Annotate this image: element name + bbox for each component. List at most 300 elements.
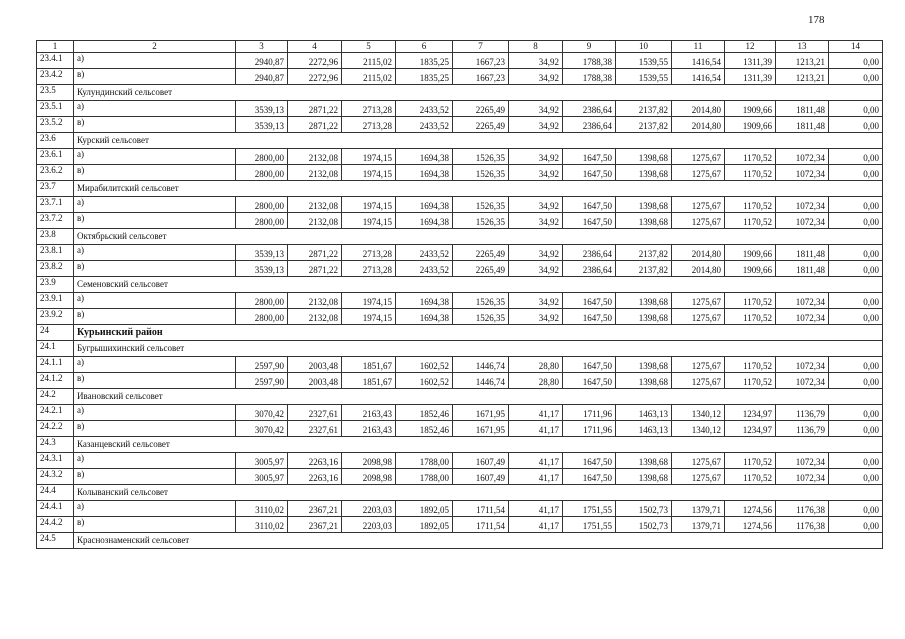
- section-code: 24.1: [37, 341, 74, 357]
- value-cell: 2433,52: [396, 117, 453, 133]
- value-cell: 1711,54: [453, 517, 509, 533]
- value-cell: 1647,50: [563, 213, 616, 229]
- value-cell: 2272,96: [288, 69, 342, 85]
- section-code: 23.5: [37, 85, 74, 101]
- value-cell: 1788,38: [563, 53, 616, 69]
- value-cell: 1602,52: [396, 373, 453, 389]
- section-title: Октябрьский сельсовет: [74, 229, 883, 245]
- section-title: Краснознаменский сельсовет: [74, 533, 883, 549]
- section-row: [37, 437, 883, 453]
- value-cell: 1851,67: [342, 373, 396, 389]
- value-cell: 0,00: [829, 245, 883, 261]
- value-cell: 2137,82: [616, 261, 672, 277]
- value-cell: 2272,96: [288, 53, 342, 69]
- value-cell: 2163,43: [342, 405, 396, 421]
- value-cell: 1526,35: [453, 213, 509, 229]
- value-cell: 1974,15: [342, 197, 396, 213]
- section-row: [37, 389, 883, 405]
- value-cell: 3539,13: [236, 101, 288, 117]
- value-cell: 1852,46: [396, 421, 453, 437]
- value-cell: 1398,68: [616, 213, 672, 229]
- row-variant: а): [74, 501, 236, 517]
- row-variant: в): [74, 517, 236, 533]
- value-cell: 0,00: [829, 213, 883, 229]
- value-cell: 2098,98: [342, 469, 396, 485]
- value-cell: 1811,48: [776, 261, 829, 277]
- value-cell: 2014,80: [672, 117, 725, 133]
- value-cell: 28,80: [509, 357, 563, 373]
- value-cell: 1275,67: [672, 197, 725, 213]
- value-cell: 1416,54: [672, 69, 725, 85]
- value-cell: 1234,97: [725, 405, 776, 421]
- value-cell: 1275,67: [672, 373, 725, 389]
- row-variant: а): [74, 53, 236, 69]
- column-number: 5: [342, 41, 396, 53]
- section-code: 23.9: [37, 277, 74, 293]
- value-cell: 1694,38: [396, 309, 453, 325]
- value-cell: 1275,67: [672, 469, 725, 485]
- value-cell: 0,00: [829, 469, 883, 485]
- row-code: 24.3.2: [37, 469, 74, 485]
- section-code: 24.2: [37, 389, 74, 405]
- section-code: 24.4: [37, 485, 74, 501]
- value-cell: 1647,50: [563, 453, 616, 469]
- value-cell: 2713,28: [342, 117, 396, 133]
- value-cell: 3539,13: [236, 117, 288, 133]
- value-cell: 1170,52: [725, 197, 776, 213]
- value-cell: 1602,52: [396, 357, 453, 373]
- value-cell: 2265,49: [453, 245, 509, 261]
- value-cell: 1398,68: [616, 149, 672, 165]
- value-cell: 1526,35: [453, 197, 509, 213]
- section-row: [37, 533, 883, 549]
- value-cell: 1340,12: [672, 405, 725, 421]
- value-cell: 2014,80: [672, 245, 725, 261]
- row-code: 24.2.1: [37, 405, 74, 421]
- value-cell: 2713,28: [342, 245, 396, 261]
- value-cell: 3070,42: [236, 421, 288, 437]
- value-cell: 2265,49: [453, 261, 509, 277]
- value-cell: 1275,67: [672, 165, 725, 181]
- row-variant: а): [74, 149, 236, 165]
- value-cell: 3539,13: [236, 245, 288, 261]
- column-number: 11: [672, 41, 725, 53]
- section-code: 24: [37, 325, 74, 341]
- value-cell: 1892,05: [396, 501, 453, 517]
- section-row: [37, 485, 883, 501]
- value-cell: 1694,38: [396, 197, 453, 213]
- value-cell: 1398,68: [616, 469, 672, 485]
- table-row: [37, 469, 883, 485]
- row-code: 23.7.1: [37, 197, 74, 213]
- section-title: Казанцевский сельсовет: [74, 437, 883, 453]
- value-cell: 1463,13: [616, 405, 672, 421]
- value-cell: 1647,50: [563, 357, 616, 373]
- value-cell: 2800,00: [236, 197, 288, 213]
- value-cell: 0,00: [829, 53, 883, 69]
- value-cell: 2871,22: [288, 261, 342, 277]
- value-cell: 1275,67: [672, 309, 725, 325]
- section-code: 24.3: [37, 437, 74, 453]
- value-cell: 2203,03: [342, 517, 396, 533]
- value-cell: 1607,49: [453, 453, 509, 469]
- value-cell: 1851,67: [342, 357, 396, 373]
- row-code: 24.2.2: [37, 421, 74, 437]
- value-cell: 2003,48: [288, 373, 342, 389]
- value-cell: 1751,55: [563, 517, 616, 533]
- table-row: [37, 117, 883, 133]
- table-row: [37, 453, 883, 469]
- value-cell: 1398,68: [616, 197, 672, 213]
- value-cell: 1694,38: [396, 213, 453, 229]
- column-number-row: [37, 41, 883, 53]
- page-number: 178: [808, 14, 825, 26]
- value-cell: 1398,68: [616, 373, 672, 389]
- value-cell: 1711,54: [453, 501, 509, 517]
- value-cell: 1072,34: [776, 373, 829, 389]
- value-cell: 2263,16: [288, 469, 342, 485]
- value-cell: 1811,48: [776, 117, 829, 133]
- value-cell: 34,92: [509, 197, 563, 213]
- value-cell: 1072,34: [776, 197, 829, 213]
- section-row: [37, 341, 883, 357]
- value-cell: 2433,52: [396, 261, 453, 277]
- row-variant: в): [74, 261, 236, 277]
- value-cell: 2003,48: [288, 357, 342, 373]
- value-cell: 2800,00: [236, 213, 288, 229]
- value-cell: 3070,42: [236, 405, 288, 421]
- value-cell: 1072,34: [776, 149, 829, 165]
- table-row: [37, 309, 883, 325]
- table-row: [37, 517, 883, 533]
- section-title: Курский сельсовет: [74, 133, 883, 149]
- value-cell: 34,92: [509, 165, 563, 181]
- value-cell: 1311,39: [725, 53, 776, 69]
- row-variant: в): [74, 309, 236, 325]
- value-cell: 1072,34: [776, 213, 829, 229]
- value-cell: 34,92: [509, 261, 563, 277]
- row-variant: а): [74, 453, 236, 469]
- value-cell: 3110,02: [236, 517, 288, 533]
- column-number: 2: [74, 41, 236, 53]
- value-cell: 1909,66: [725, 117, 776, 133]
- row-variant: в): [74, 69, 236, 85]
- value-cell: 0,00: [829, 501, 883, 517]
- value-cell: 1526,35: [453, 309, 509, 325]
- value-cell: 3110,02: [236, 501, 288, 517]
- value-cell: 0,00: [829, 149, 883, 165]
- value-cell: 2433,52: [396, 101, 453, 117]
- section-title: Кулундинский сельсовет: [74, 85, 883, 101]
- value-cell: 1526,35: [453, 293, 509, 309]
- column-number: 10: [616, 41, 672, 53]
- value-cell: 1647,50: [563, 293, 616, 309]
- value-cell: 1398,68: [616, 309, 672, 325]
- value-cell: 2115,02: [342, 69, 396, 85]
- value-cell: 1170,52: [725, 309, 776, 325]
- table-row: [37, 213, 883, 229]
- table-row: [37, 197, 883, 213]
- column-number: 12: [725, 41, 776, 53]
- value-cell: 1647,50: [563, 309, 616, 325]
- value-cell: 1275,67: [672, 213, 725, 229]
- value-cell: 2800,00: [236, 309, 288, 325]
- row-variant: в): [74, 213, 236, 229]
- value-cell: 34,92: [509, 293, 563, 309]
- value-cell: 2940,87: [236, 69, 288, 85]
- section-row: [37, 277, 883, 293]
- value-cell: 2367,21: [288, 501, 342, 517]
- value-cell: 0,00: [829, 261, 883, 277]
- row-code: 23.9.2: [37, 309, 74, 325]
- row-variant: а): [74, 245, 236, 261]
- value-cell: 1502,73: [616, 501, 672, 517]
- value-cell: 2713,28: [342, 261, 396, 277]
- row-variant: а): [74, 357, 236, 373]
- value-cell: 1274,56: [725, 517, 776, 533]
- value-cell: 34,92: [509, 149, 563, 165]
- value-cell: 28,80: [509, 373, 563, 389]
- column-number: 13: [776, 41, 829, 53]
- value-cell: 0,00: [829, 517, 883, 533]
- row-variant: в): [74, 469, 236, 485]
- value-cell: 1463,13: [616, 421, 672, 437]
- value-cell: 34,92: [509, 245, 563, 261]
- table-row: [37, 293, 883, 309]
- column-number: 14: [829, 41, 883, 53]
- value-cell: 2871,22: [288, 245, 342, 261]
- row-variant: в): [74, 117, 236, 133]
- tariff-table: [36, 40, 883, 549]
- row-code: 23.5.1: [37, 101, 74, 117]
- value-cell: 1811,48: [776, 101, 829, 117]
- row-code: 24.4.2: [37, 517, 74, 533]
- value-cell: 1751,55: [563, 501, 616, 517]
- value-cell: 1647,50: [563, 149, 616, 165]
- value-cell: 1170,52: [725, 373, 776, 389]
- column-number: 8: [509, 41, 563, 53]
- value-cell: 3005,97: [236, 453, 288, 469]
- value-cell: 34,92: [509, 69, 563, 85]
- value-cell: 2132,08: [288, 165, 342, 181]
- value-cell: 1072,34: [776, 357, 829, 373]
- value-cell: 41,17: [509, 453, 563, 469]
- value-cell: 1909,66: [725, 245, 776, 261]
- value-cell: 1379,71: [672, 501, 725, 517]
- value-cell: 1072,34: [776, 453, 829, 469]
- value-cell: 1694,38: [396, 293, 453, 309]
- value-cell: 1274,56: [725, 501, 776, 517]
- value-cell: 2386,64: [563, 101, 616, 117]
- value-cell: 2800,00: [236, 293, 288, 309]
- value-cell: 1176,38: [776, 501, 829, 517]
- value-cell: 1072,34: [776, 293, 829, 309]
- row-variant: в): [74, 373, 236, 389]
- value-cell: 41,17: [509, 421, 563, 437]
- value-cell: 41,17: [509, 517, 563, 533]
- value-cell: 2433,52: [396, 245, 453, 261]
- table-row: [37, 53, 883, 69]
- value-cell: 1170,52: [725, 293, 776, 309]
- value-cell: 0,00: [829, 309, 883, 325]
- value-cell: 1852,46: [396, 405, 453, 421]
- column-number: 6: [396, 41, 453, 53]
- row-code: 23.9.1: [37, 293, 74, 309]
- section-row: [37, 181, 883, 197]
- value-cell: 1275,67: [672, 293, 725, 309]
- value-cell: 2203,03: [342, 501, 396, 517]
- section-title: Мирабилитский сельсовет: [74, 181, 883, 197]
- value-cell: 2265,49: [453, 101, 509, 117]
- row-variant: в): [74, 421, 236, 437]
- row-code: 23.5.2: [37, 117, 74, 133]
- value-cell: 2940,87: [236, 53, 288, 69]
- value-cell: 1170,52: [725, 165, 776, 181]
- value-cell: 1974,15: [342, 149, 396, 165]
- value-cell: 1671,95: [453, 421, 509, 437]
- table-row: [37, 149, 883, 165]
- value-cell: 1788,00: [396, 453, 453, 469]
- column-number: 3: [236, 41, 288, 53]
- value-cell: 1671,95: [453, 405, 509, 421]
- row-code: 24.1.1: [37, 357, 74, 373]
- table-row: [37, 357, 883, 373]
- table-row: [37, 261, 883, 277]
- row-code: 23.8.2: [37, 261, 74, 277]
- value-cell: 1072,34: [776, 165, 829, 181]
- value-cell: 1647,50: [563, 197, 616, 213]
- value-cell: 1340,12: [672, 421, 725, 437]
- value-cell: 2386,64: [563, 261, 616, 277]
- value-cell: 34,92: [509, 309, 563, 325]
- value-cell: 0,00: [829, 453, 883, 469]
- value-cell: 2132,08: [288, 149, 342, 165]
- value-cell: 41,17: [509, 501, 563, 517]
- value-cell: 1667,23: [453, 69, 509, 85]
- value-cell: 2014,80: [672, 101, 725, 117]
- value-cell: 1398,68: [616, 165, 672, 181]
- row-code: 23.4.2: [37, 69, 74, 85]
- value-cell: 0,00: [829, 357, 883, 373]
- value-cell: 1909,66: [725, 261, 776, 277]
- value-cell: 1311,39: [725, 69, 776, 85]
- value-cell: 1136,79: [776, 421, 829, 437]
- value-cell: 0,00: [829, 293, 883, 309]
- value-cell: 41,17: [509, 469, 563, 485]
- value-cell: 2115,02: [342, 53, 396, 69]
- value-cell: 2386,64: [563, 245, 616, 261]
- section-row: [37, 229, 883, 245]
- section-code: 23.6: [37, 133, 74, 149]
- section-title: Ивановский сельсовет: [74, 389, 883, 405]
- row-code: 24.4.1: [37, 501, 74, 517]
- value-cell: 1379,71: [672, 517, 725, 533]
- value-cell: 1136,79: [776, 405, 829, 421]
- value-cell: 1170,52: [725, 149, 776, 165]
- value-cell: 1835,25: [396, 53, 453, 69]
- value-cell: 2386,64: [563, 117, 616, 133]
- table-row: [37, 101, 883, 117]
- row-variant: а): [74, 293, 236, 309]
- table-row: [37, 421, 883, 437]
- column-number: 9: [563, 41, 616, 53]
- section-code: 23.7: [37, 181, 74, 197]
- row-code: 23.4.1: [37, 53, 74, 69]
- value-cell: 2014,80: [672, 261, 725, 277]
- value-cell: 0,00: [829, 69, 883, 85]
- value-cell: 2800,00: [236, 165, 288, 181]
- value-cell: 1667,23: [453, 53, 509, 69]
- value-cell: 0,00: [829, 101, 883, 117]
- value-cell: 1446,74: [453, 373, 509, 389]
- value-cell: 1170,52: [725, 357, 776, 373]
- value-cell: 1974,15: [342, 309, 396, 325]
- value-cell: 1170,52: [725, 469, 776, 485]
- value-cell: 1711,96: [563, 421, 616, 437]
- value-cell: 34,92: [509, 101, 563, 117]
- column-number: 7: [453, 41, 509, 53]
- value-cell: 1398,68: [616, 453, 672, 469]
- value-cell: 34,92: [509, 53, 563, 69]
- value-cell: 2132,08: [288, 293, 342, 309]
- row-code: 24.1.2: [37, 373, 74, 389]
- district-title: Курьинский район: [74, 325, 883, 341]
- row-variant: а): [74, 197, 236, 213]
- value-cell: 0,00: [829, 197, 883, 213]
- section-row: [37, 85, 883, 101]
- section-row: [37, 133, 883, 149]
- value-cell: 1811,48: [776, 245, 829, 261]
- value-cell: 2132,08: [288, 309, 342, 325]
- value-cell: 1072,34: [776, 309, 829, 325]
- value-cell: 3005,97: [236, 469, 288, 485]
- value-cell: 1647,50: [563, 469, 616, 485]
- value-cell: 2163,43: [342, 421, 396, 437]
- table-row: [37, 501, 883, 517]
- value-cell: 1398,68: [616, 293, 672, 309]
- value-cell: 2265,49: [453, 117, 509, 133]
- row-code: 23.8.1: [37, 245, 74, 261]
- section-title: Колыванский сельсовет: [74, 485, 883, 501]
- value-cell: 1694,38: [396, 165, 453, 181]
- value-cell: 1647,50: [563, 373, 616, 389]
- value-cell: 1647,50: [563, 165, 616, 181]
- value-cell: 1275,67: [672, 149, 725, 165]
- value-cell: 0,00: [829, 117, 883, 133]
- value-cell: 41,17: [509, 405, 563, 421]
- value-cell: 1909,66: [725, 101, 776, 117]
- value-cell: 1234,97: [725, 421, 776, 437]
- value-cell: 1526,35: [453, 165, 509, 181]
- section-title: Семеновский сельсовет: [74, 277, 883, 293]
- value-cell: 0,00: [829, 165, 883, 181]
- value-cell: 1502,73: [616, 517, 672, 533]
- table-row: [37, 405, 883, 421]
- value-cell: 2871,22: [288, 117, 342, 133]
- value-cell: 1213,21: [776, 53, 829, 69]
- value-cell: 2132,08: [288, 197, 342, 213]
- value-cell: 2137,82: [616, 101, 672, 117]
- value-cell: 3539,13: [236, 261, 288, 277]
- value-cell: 2098,98: [342, 453, 396, 469]
- value-cell: 1416,54: [672, 53, 725, 69]
- value-cell: 1539,55: [616, 53, 672, 69]
- row-code: 24.3.1: [37, 453, 74, 469]
- value-cell: 1213,21: [776, 69, 829, 85]
- value-cell: 1711,96: [563, 405, 616, 421]
- table-row: [37, 165, 883, 181]
- value-cell: 2713,28: [342, 101, 396, 117]
